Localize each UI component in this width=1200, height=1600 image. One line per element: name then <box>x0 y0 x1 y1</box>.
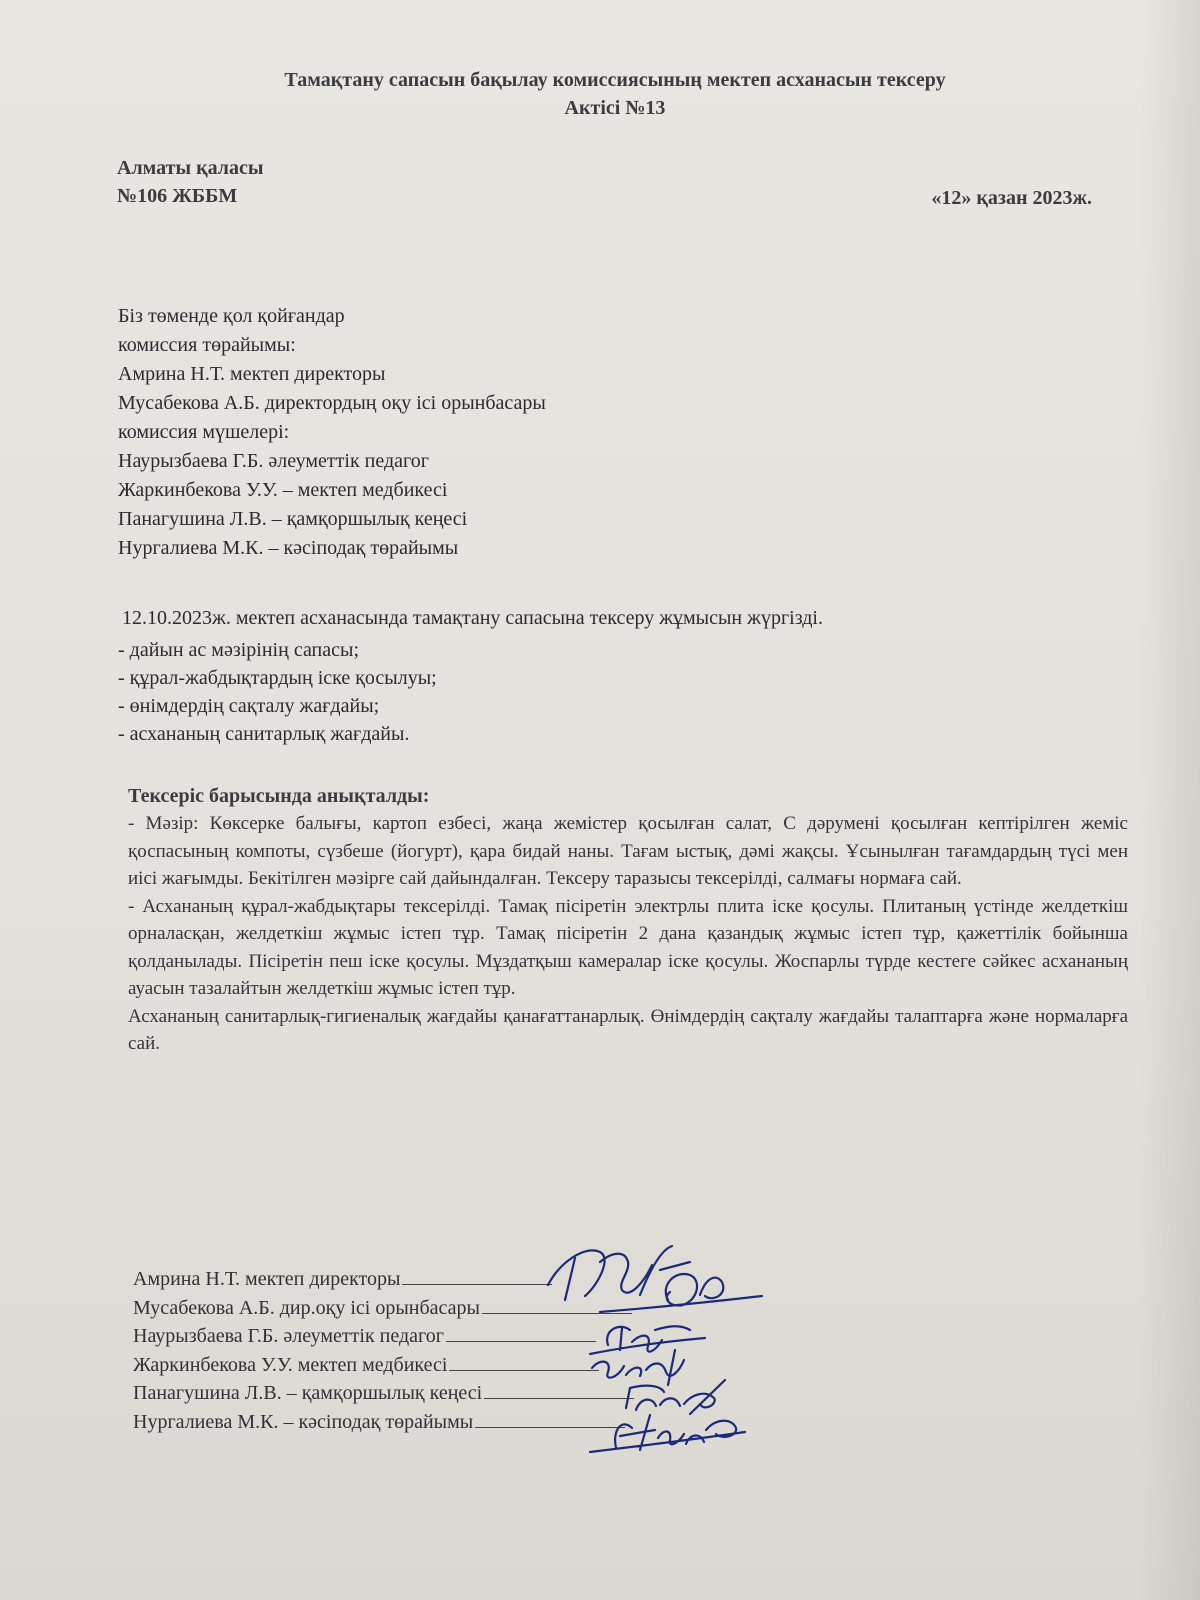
signature-line <box>402 1266 552 1285</box>
signature-line <box>482 1295 632 1314</box>
signature-name: Амрина Н.Т. мектеп директоры <box>133 1268 401 1290</box>
signature-name: Наурызбаева Г.Б. әлеуметтік педагог <box>133 1325 444 1347</box>
members-line: Біз төменде қол қойғандар <box>118 305 345 327</box>
members-line: Амрина Н.Т. мектеп директоры <box>118 363 386 385</box>
signature-row <box>133 1294 634 1323</box>
title-line-1: Тамақтану сапасын бақылау комиссиясының мектеп асханасын тексеру <box>284 69 946 91</box>
findings-paragraph: Асхананың санитарлық-гигиеналық жағдайы қанағаттанарлық. Өнімдердің сақталу жағдайы талаптарға және нормаларға сай. <box>128 1005 1128 1054</box>
signature-line <box>475 1409 625 1428</box>
school-label: №106 ЖББМ <box>117 185 238 207</box>
signature-line <box>449 1352 599 1371</box>
findings-paragraph: - Асхананың құрал-жабдықтары тексерілді. Тамақ пісіретін электрлы плита іске қосулы. Плитаның үстінде желдеткіш орналасқан, желдеткіш жұмыс істеп тұр. Тамақ пісіретін 2 дана қазандық жұмыс істеп тұр, қажеттілік бойынша қолданылады. Пісіретін пеш іске қосулы. Мұздатқыш камералар іске қосулы. Жоспарлы түрде кестеге сәйкес асхананың ауасын тазалайтын желдеткіш жұмыс істеп тұр. <box>128 895 1128 999</box>
signature-row <box>133 1322 634 1351</box>
inspection-checklist <box>118 636 437 748</box>
members-line: Панагушина Л.В. – қамқоршылық кеңесі <box>118 508 468 530</box>
signature-block <box>133 1265 634 1436</box>
checklist-item: - асхананың санитарлық жағдайы. <box>118 723 410 745</box>
members-line: Нургалиева М.К. – кәсіподақ төрайымы <box>118 537 459 559</box>
members-line: комиссия төрайымы: <box>118 334 296 356</box>
members-line: комиссия мүшелері: <box>118 421 290 443</box>
signature-name: Панагушина Л.В. – қамқоршылық кеңесі <box>133 1382 483 1404</box>
signature-line <box>446 1323 596 1342</box>
signature-row <box>133 1379 634 1408</box>
checklist-item: - өнімдердің сақталу жағдайы; <box>118 695 380 717</box>
signature-line <box>484 1380 634 1399</box>
signature-row <box>133 1265 634 1294</box>
signature-panagushina <box>626 1380 725 1414</box>
members-line: Жаркинбекова У.У. – мектеп медбикесі <box>118 479 448 501</box>
act-date: «12» қазан 2023ж. <box>931 187 1092 209</box>
members-line: Наурызбаева Г.Б. әлеуметтік педагог <box>118 450 429 472</box>
signature-row <box>133 1351 634 1380</box>
inspection-intro: 12.10.2023ж. мектеп асханасында тамақтану сапасына тексеру жұмысын жүргізді. <box>122 607 823 629</box>
checklist-item: - құрал-жабдықтардың іске қосылуы; <box>118 667 437 689</box>
findings-heading: Тексеріс барысында анықталды: <box>128 785 430 807</box>
signature-row <box>133 1408 634 1437</box>
members-line: Мусабекова А.Б. директордың оқу ісі орынбасары <box>118 392 546 414</box>
signature-name: Жаркинбекова У.У. мектеп медбикесі <box>133 1353 448 1376</box>
title-line-2: Актісі №13 <box>564 97 666 119</box>
checklist-item: - дайын ас мәзірінің сапасы; <box>118 639 360 661</box>
city-label: Алматы қаласы <box>117 157 264 179</box>
document-title <box>120 66 1110 122</box>
commission-members <box>118 302 546 563</box>
signature-name: Мусабекова А.Б. дир.оқу ісі орынбасары <box>133 1296 480 1319</box>
findings-body <box>128 810 1128 1058</box>
findings-paragraph: - Мәзір: Көксерке балығы, картоп езбесі, жаңа жемістер қосылған салат, С дәрумені қосылған кептірілген жеміс қоспасының компоты, сүзбеше (йогурт), қара бидай наны. Тағам ыстық, дәмі жақсы. Ұсынылған тағамдардың түсі мен иісі жағымды. Бекітілген мәзірге сай дайындалған. Тексеру таразысы тексерілді, салмағы нормаға сай. <box>128 813 1128 889</box>
signature-name: Нургалиева М.К. – кәсіподақ төрайымы <box>133 1410 474 1433</box>
